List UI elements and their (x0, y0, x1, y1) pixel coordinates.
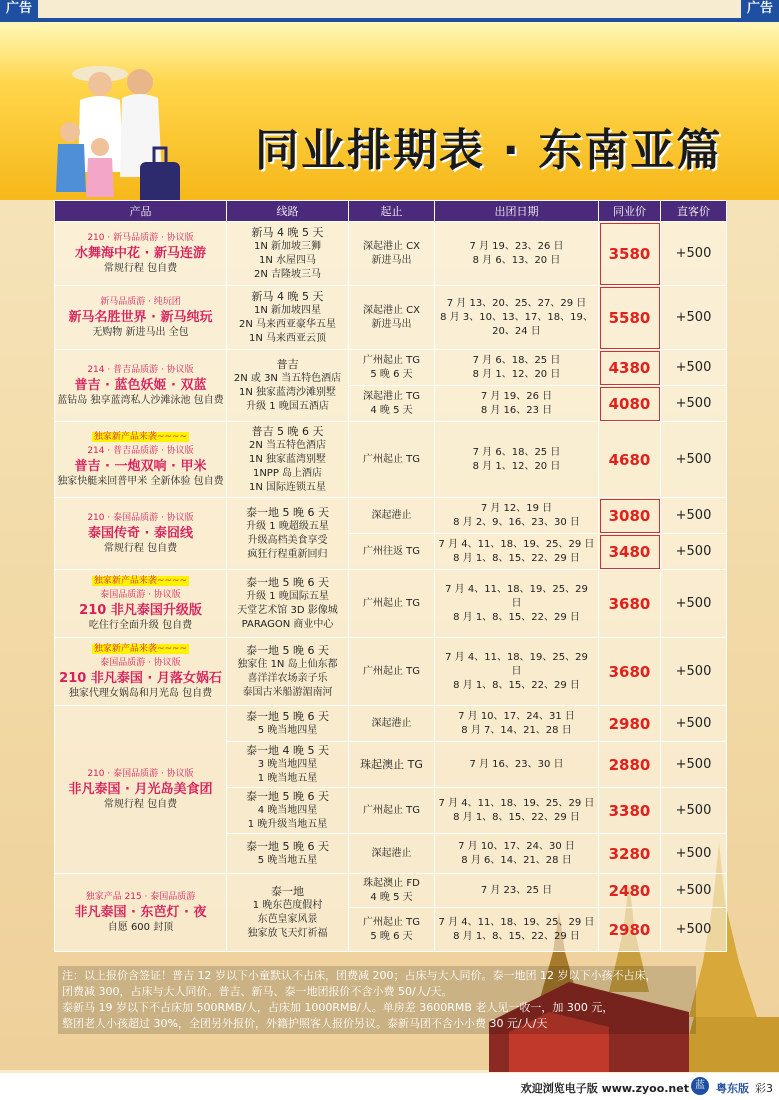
product-tag: 210 · 泰国品质游 · 协议版 (87, 769, 194, 779)
route-line: 2N 马来西亚豪华五星 (238, 318, 337, 330)
date-line: 8 月 1、12、20 日 (472, 368, 561, 380)
header-product: 产品 (55, 201, 227, 222)
date-line: 8 月 16、23 日 (480, 404, 553, 416)
exclusive-badge: 独家新产品来袭~~~~ (93, 432, 188, 442)
route-line: 5 晚当地四星 (257, 724, 318, 736)
depart-line: 广州起止 TG (362, 354, 421, 366)
guest-price: +500 (661, 908, 727, 952)
guest-price: +500 (661, 534, 727, 570)
product-name: 泰国传奇 · 泰囧线 (88, 526, 193, 541)
product-note: 常规行程 包自费 (103, 543, 178, 554)
product-cell (55, 286, 227, 350)
date-line: 8 月 6、13、20 日 (472, 254, 561, 266)
route-line: 普吉 5 晚 6 天 (251, 424, 324, 438)
trade-price: 4080 (599, 386, 661, 422)
route-line: 天堂艺术馆 3D 影像城 (237, 604, 338, 616)
schedule-table (54, 200, 727, 952)
guest-price: +500 (661, 834, 727, 874)
depart-line: 广州往返 TG (362, 545, 421, 557)
route-line: 2N 当五特色酒店 (248, 439, 327, 451)
depart-line: 广州起止 TG (362, 665, 421, 677)
product-cell (55, 498, 227, 570)
date-line: 8 月 1、8、15、22、29 日 (453, 552, 580, 564)
product-cell (55, 222, 227, 286)
page-title: 同业排期表 · 东南亚篇 (255, 125, 723, 176)
route-line: 1N 新加坡四星 (253, 304, 322, 316)
route-cell (227, 742, 349, 788)
table-row (55, 350, 727, 386)
header-guest-price: 直客价 (661, 201, 727, 222)
guest-price: +500 (661, 498, 727, 534)
header-trade-price: 同业价 (599, 201, 661, 222)
depart-cell (349, 788, 435, 834)
guest-price: +500 (661, 422, 727, 498)
product-note: 蓝钻岛 独享蓝湾私人沙滩泳池 包自费 (57, 395, 224, 406)
route-line: 普吉 (276, 357, 299, 371)
date-line: 7 月 4、11、18、19、25、29 日 (438, 916, 595, 928)
ad-label-right: 广告 (741, 0, 779, 18)
dates-cell (435, 742, 599, 788)
table-row (55, 874, 727, 908)
trade-price: 3680 (599, 638, 661, 706)
route-line: 泰一地 (271, 884, 304, 898)
banner (0, 22, 779, 200)
date-line: 8 月 1、8、15、22、29 日 (453, 679, 580, 691)
depart-line: 新进马出 (371, 318, 412, 330)
route-line: 新马 4 晚 5 天 (251, 225, 324, 239)
dates-cell (435, 498, 599, 534)
product-cell (55, 350, 227, 422)
depart-line: 广州起止 TG (362, 916, 421, 928)
footer-website-text[interactable]: 欢迎浏览电子版 www.zyoo.net (520, 1082, 689, 1095)
depart-cell (349, 638, 435, 706)
dates-cell (435, 534, 599, 570)
route-cell (227, 350, 349, 422)
route-cell (227, 286, 349, 350)
date-line: 7 月 16、23、30 日 (469, 758, 564, 770)
route-line: 2N 或 3N 当五特色酒店 (233, 372, 342, 384)
route-line: 升级高档美食享受 (247, 534, 328, 546)
note-line: 泰新马 19 岁以下不占床加 500RMB/人，占床加 1000RMB/人。单房差 3600RMB 老人见一收一，加 300 元， (62, 1001, 614, 1014)
date-line: 8 月 1、8、15、22、29 日 (453, 811, 580, 823)
brand-logo-icon: 蓝 (691, 1077, 709, 1095)
depart-line: 广州起止 TG (362, 804, 421, 816)
guest-price: +500 (661, 570, 727, 638)
product-cell (55, 706, 227, 874)
date-line: 日 (511, 597, 522, 609)
route-cell (227, 788, 349, 834)
depart-line: 4 晚 5 天 (370, 891, 413, 903)
route-line: 泰一地 5 晚 6 天 (246, 575, 329, 589)
depart-cell (349, 706, 435, 742)
ad-label-left: 广告 (0, 0, 38, 18)
guest-price: +500 (661, 286, 727, 350)
trade-price: 2880 (599, 742, 661, 788)
route-line: 1N 独家蓝湾别墅 (248, 453, 327, 465)
guest-price: +500 (661, 706, 727, 742)
trade-price: 4680 (599, 422, 661, 498)
guest-price: +500 (661, 788, 727, 834)
depart-cell (349, 908, 435, 952)
route-cell (227, 834, 349, 874)
product-cell (55, 874, 227, 952)
date-line: 8 月 1、12、20 日 (472, 460, 561, 472)
route-line: 1 晚东芭度假村 (252, 899, 323, 911)
route-line: 1N 新加坡三狮 (253, 240, 322, 252)
depart-line: 深起港止 TG (362, 390, 421, 402)
depart-line: 4 晚 5 天 (370, 404, 413, 416)
route-cell (227, 638, 349, 706)
footer (0, 1073, 779, 1100)
product-note: 独家代理女娲岛和月光岛 包自费 (68, 688, 213, 699)
product-name: 水舞海中花 · 新马连游 (75, 246, 206, 261)
date-line: 7 月 4、11、18、19、25、29 (445, 651, 588, 663)
depart-cell (349, 386, 435, 422)
product-name: 非凡泰国 · 东芭灯 · 夜 (74, 905, 207, 920)
date-line: 8 月 3、10、13、17、18、19、 (440, 311, 593, 323)
date-line: 8 月 1、8、15、22、29 日 (453, 930, 580, 942)
trade-price: 3580 (599, 222, 661, 286)
dates-cell (435, 874, 599, 908)
route-line: 1N 水屋四马 (258, 254, 317, 266)
product-cell (55, 570, 227, 638)
dates-cell (435, 286, 599, 350)
product-tag: 新马品质游 · 纯玩团 (100, 297, 181, 307)
depart-line: 珠起澳止 TG (360, 757, 423, 771)
notes-block (58, 966, 696, 1034)
route-line: 泰国古米船游湄南河 (242, 686, 333, 698)
exclusive-badge: 独家新产品来袭~~~~ (93, 576, 188, 586)
date-line: 7 月 13、20、25、27、29 日 (446, 297, 587, 309)
product-tag: 独家产品 215 · 泰国品质游 (85, 892, 196, 902)
route-line: 泰一地 5 晚 6 天 (246, 709, 329, 723)
dates-cell (435, 638, 599, 706)
product-note: 吃住行全面升级 包自费 (88, 620, 193, 631)
route-cell (227, 874, 349, 952)
route-line: 泰一地 5 晚 6 天 (246, 643, 329, 657)
date-line: 8 月 6、14、21、28 日 (461, 854, 572, 866)
date-line: 8 月 7、14、21、28 日 (461, 724, 572, 736)
route-line: 喜洋洋农场亲子乐 (247, 672, 328, 684)
depart-cell (349, 498, 435, 534)
route-cell (227, 222, 349, 286)
family-photo-illustration (40, 52, 200, 217)
route-line: 泰一地 4 晚 5 天 (246, 743, 329, 757)
dates-cell (435, 788, 599, 834)
dates-cell (435, 386, 599, 422)
route-line: 东芭皇家风景 (257, 913, 318, 925)
guest-price: +500 (661, 222, 727, 286)
depart-cell (349, 742, 435, 788)
date-line: 7 月 12、19 日 (480, 502, 553, 514)
product-tag: 泰国品质游 · 协议版 (100, 658, 181, 668)
table-row (55, 222, 727, 286)
exclusive-badge: 独家新产品来袭~~~~ (93, 644, 188, 654)
product-name: 新马名胜世界 · 新马纯玩 (68, 310, 213, 325)
trade-price: 2980 (599, 908, 661, 952)
trade-price: 3080 (599, 498, 661, 534)
depart-cell (349, 834, 435, 874)
depart-line: 深起港止 CX (362, 304, 420, 316)
depart-line: 珠起澳止 FD (363, 877, 420, 889)
dates-cell (435, 350, 599, 386)
dates-cell (435, 222, 599, 286)
route-line: 升级 1 晚超级五星 (246, 520, 329, 532)
date-line: 7 月 6、18、25 日 (472, 354, 561, 366)
trade-price: 3480 (599, 534, 661, 570)
route-line: 独家住 1N 岛上仙东都 (237, 658, 338, 670)
route-cell (227, 706, 349, 742)
table-row (55, 706, 727, 742)
route-cell (227, 498, 349, 570)
route-line: 3 晚当地四星 (257, 758, 318, 770)
depart-line: 5 晚 6 天 (370, 368, 413, 380)
route-line: 1 晚升级当地五星 (247, 818, 328, 830)
trade-price: 3280 (599, 834, 661, 874)
header-depart: 起止 (349, 201, 435, 222)
guest-price: +500 (661, 386, 727, 422)
depart-line: 深起港止 (371, 509, 412, 521)
dates-cell (435, 570, 599, 638)
depart-line: 广州起止 TG (362, 597, 421, 609)
table-header-row (55, 201, 727, 222)
depart-cell (349, 874, 435, 908)
product-tag: 214 · 普吉品质游 · 协议版 (87, 446, 194, 456)
date-line: 7 月 10、17、24、30 日 (458, 840, 575, 852)
route-line: 1NPP 岛上酒店 (252, 467, 323, 479)
product-note: 常规行程 包自费 (103, 799, 178, 810)
note-line: 团费减 300，占床与大人同价。普吉、新马、泰一地团报价不含小费 50/人/天。 (62, 985, 453, 998)
date-line: 日 (511, 665, 522, 677)
page-number: 彩3 (755, 1082, 773, 1095)
product-tag: 210 · 泰国品质游 · 协议版 (87, 513, 194, 523)
header-route: 线路 (227, 201, 349, 222)
route-line: 2N 吉隆坡三马 (253, 268, 322, 280)
route-line: 1N 马来西亚云顶 (248, 332, 327, 344)
product-cell (55, 638, 227, 706)
route-line: 独家放飞天灯祈福 (247, 927, 328, 939)
dates-cell (435, 834, 599, 874)
product-note: 独家快艇来回普甲米 全新体验 包自费 (57, 476, 224, 487)
product-cell (55, 422, 227, 498)
depart-cell (349, 534, 435, 570)
product-name: 210 非凡泰国升级版 (79, 603, 202, 618)
depart-line: 深起港止 (371, 717, 412, 729)
trade-price: 4380 (599, 350, 661, 386)
depart-cell (349, 222, 435, 286)
depart-cell (349, 286, 435, 350)
table-row (55, 422, 727, 498)
header-dates: 出团日期 (435, 201, 599, 222)
table-row (55, 498, 727, 534)
depart-line: 深起港止 CX (362, 240, 420, 252)
route-cell (227, 570, 349, 638)
route-cell (227, 422, 349, 498)
trade-price: 5580 (599, 286, 661, 350)
product-tag: 泰国品质游 · 协议版 (100, 590, 181, 600)
guest-price: +500 (661, 350, 727, 386)
product-name: 普吉 · 蓝色妖姬 · 双蓝 (74, 378, 207, 393)
guest-price: +500 (661, 638, 727, 706)
dates-cell (435, 706, 599, 742)
depart-line: 5 晚 6 天 (370, 930, 413, 942)
trade-price: 3680 (599, 570, 661, 638)
depart-line: 新进马出 (371, 254, 412, 266)
trade-price: 3380 (599, 788, 661, 834)
product-tag: 214 · 普吉品质游 · 协议版 (87, 365, 194, 375)
route-line: 泰一地 5 晚 6 天 (246, 505, 329, 519)
route-line: 疯狂行程重新回归 (247, 548, 328, 560)
date-line: 8 月 2、9、16、23、30 日 (453, 516, 580, 528)
date-line: 8 月 1、8、15、22、29 日 (453, 611, 580, 623)
guest-price: +500 (661, 874, 727, 908)
note-line: 注：以上报价含签证！普吉 12 岁以下小童默认不占床，团费减 200；占床与大人同价。泰一地团 12 岁以下小孩不占床， (62, 969, 657, 982)
route-line: 5 晚当地五星 (257, 854, 318, 866)
route-line: 1 晚当地五星 (257, 772, 318, 784)
date-line: 7 月 4、11、18、19、25、29 日 (438, 797, 595, 809)
dates-cell (435, 908, 599, 952)
date-line: 20、24 日 (492, 325, 541, 337)
guest-price: +500 (661, 742, 727, 788)
trade-price: 2980 (599, 706, 661, 742)
table-row (55, 570, 727, 638)
date-line: 7 月 4、11、18、19、25、29 日 (438, 538, 595, 550)
product-note: 常规行程 包自费 (103, 263, 178, 274)
product-name: 普吉 · 一炮双响 · 甲米 (74, 459, 207, 474)
footer-edition: 粤东版 (716, 1082, 749, 1095)
table-row (55, 286, 727, 350)
dates-cell (435, 422, 599, 498)
product-tag: 210 · 新马品质游 · 协议版 (87, 233, 194, 243)
depart-cell (349, 422, 435, 498)
product-name: 210 非凡泰国 · 月落女娲石 (59, 671, 222, 686)
product-note: 自愿 600 封顶 (107, 922, 174, 933)
route-line: 泰一地 5 晚 6 天 (246, 789, 329, 803)
route-line: 升级 1 晚国际五星 (246, 590, 329, 602)
product-name: 非凡泰国 · 月光岛美食团 (68, 782, 213, 797)
date-line: 7 月 6、18、25 日 (472, 446, 561, 458)
route-line: 泰一地 5 晚 6 天 (246, 839, 329, 853)
route-line: 4 晚当地四星 (257, 804, 318, 816)
route-line: 1N 独家蓝湾沙滩别墅 (238, 386, 337, 398)
route-line: 升级 1 晚国五酒店 (246, 400, 329, 412)
depart-cell (349, 350, 435, 386)
route-line: 新马 4 晚 5 天 (251, 289, 324, 303)
depart-line: 深起港止 (371, 847, 412, 859)
note-line: 整团老人小孩超过 30%，全团另外报价，外籍护照客人报价另议。泰新马团不含小小费 30 元/人/天 (62, 1017, 548, 1030)
date-line: 7 月 23、25 日 (480, 884, 553, 896)
depart-line: 广州起止 TG (362, 453, 421, 465)
depart-cell (349, 570, 435, 638)
product-note: 无购物 新进马出 全包 (92, 327, 189, 338)
date-line: 7 月 10、17、24、31 日 (458, 710, 575, 722)
route-line: PARAGON 商业中心 (241, 618, 334, 630)
route-line: 1N 国际连锁五星 (248, 481, 327, 493)
date-line: 7 月 19、23、26 日 (469, 240, 564, 252)
table-row (55, 638, 727, 706)
trade-price: 2480 (599, 874, 661, 908)
date-line: 7 月 4、11、18、19、25、29 (445, 583, 588, 595)
date-line: 7 月 19、26 日 (480, 390, 553, 402)
